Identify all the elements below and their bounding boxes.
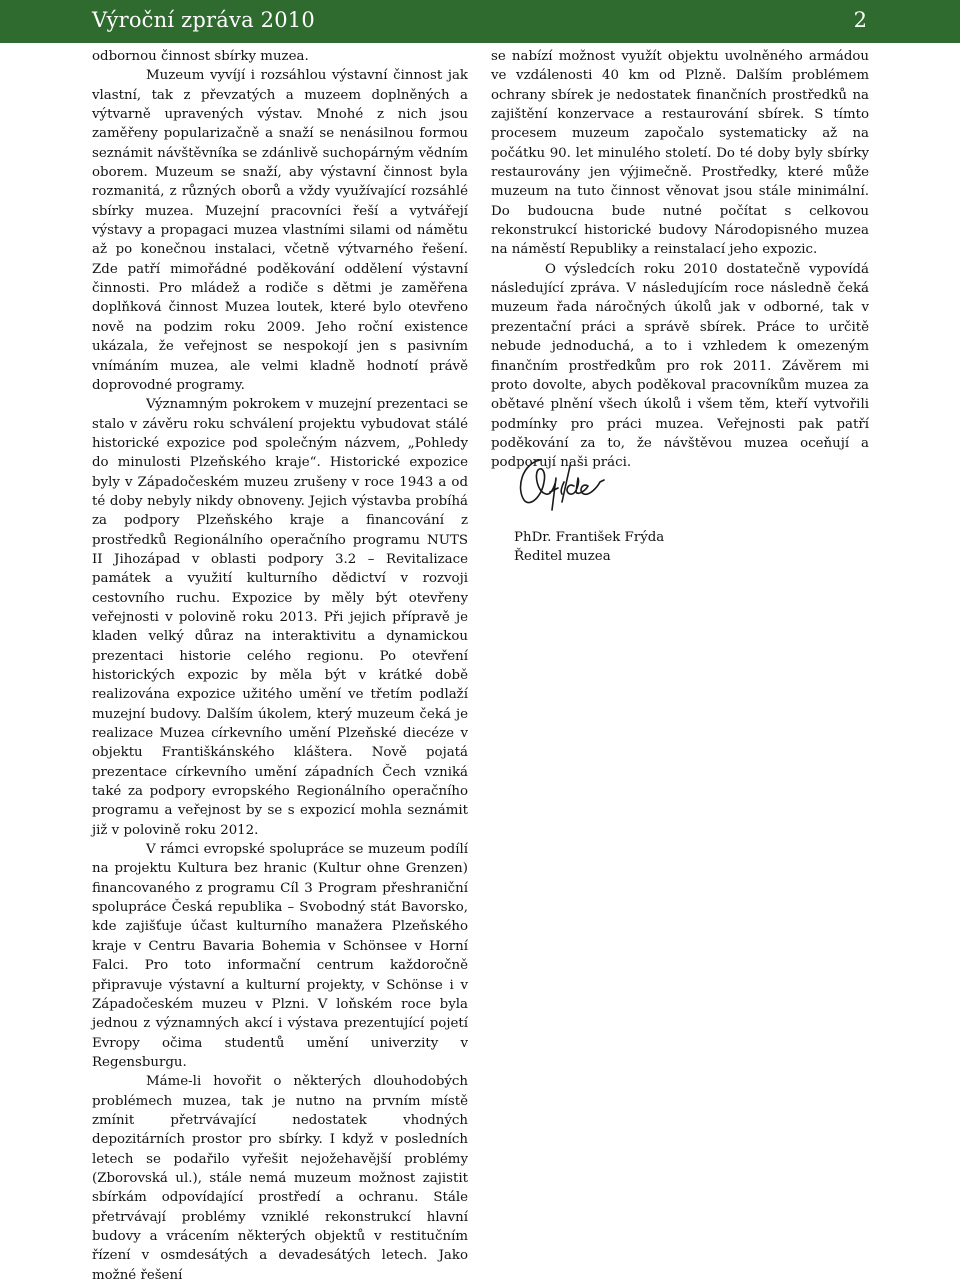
handwritten-signature xyxy=(512,452,632,522)
signer-role: Ředitel muzea xyxy=(514,549,611,565)
signer-block xyxy=(514,528,664,567)
paragraph: O výsledcích roku 2010 dostatečně vypovídá následující zpráva. V následujícím roce následně čeká muzeum řada náročných úkolů jak v odborné, tak v prezentační práci a správě sbírek. Práce to určitě nebude jednoduchá, a to i vzhledem k omezeným finančním prostředkům pro rok 2011. Závěrem mi proto dovolte, abych poděkoval pracovníkům muzea za obětavé plnění všech úkolů i všem těm, kteří vytvořili podmínky pro práci muzea. Veřejnosti pak patří poděkování za to, že návštěvou muzea oceňují a podporují naši práci. xyxy=(491,261,869,471)
right-column xyxy=(491,47,869,473)
left-column xyxy=(92,47,468,1285)
paragraph: odbornou činnost sbírky muzea. xyxy=(92,49,309,64)
signer-name: PhDr. František Frýda xyxy=(514,530,665,545)
paragraph: Významným pokrokem v muzejní prezentaci se stalo v závěru roku schválení projektu vybudovat stálé historické expozice pod společným názvem, „Pohledy do minulosti Plzeňského kraje“. Historické expozice byly v Západočeském muzeu zrušeny v roce 1943 a od té doby nebyly nikdy obnoveny. Jejich výstavba probíhá za podpory Plzeňského kraje a financování z prostředků Regionálního operačního programu NUTS II Jihozápad v oblasti podpory 3.2 – Revitalizace památek a využití kulturního dědictví v rozvoji cestovního ruchu. Expozice by měly být otevřeny veřejnosti v polovině roku 2013. Při jejich přípravě je kladen velký důraz na interaktivitu a dynamickou prezentaci historie celého regionu. Po otevření historických expozic by měla být v krátké době realizována expozice užitého umění ve třetím podlaží muzejní budovy. Dalším úkolem, který muzeum čeká je realizace Muzea církevního umění Plzeňské diecéze v objektu Františkánského kláštera. Nově pojatá prezentace církevního umění západních Čech vzniká také za podpory evropského Regionálního operačního programu a veřejnost by se s expozicí mohla seznámit již v polovině roku 2012. xyxy=(92,397,468,838)
paragraph: Muzeum vyvíjí i rozsáhlou výstavní činnost jak vlastní, tak z převzatých a muzeem doplněných a výtvarně upravených výstav. Mnohé z nich jsou zaměřeny popularizačně a snaží se nenásilnou formou seznámit návštěvníka se zdánlivě suchopárným vědním oborem. Muzeum se snaží, aby výstavní činnost byla rozmanitá, z různých oborů a vždy využívající rozsáhlé sbírky muzea. Muzejní pracovníci řeší a vytvářejí výstavy a propagaci muzea vlastními silami od námětu až po konečnou instalaci, včetně výtvarného řešení. Zde patří mimořádné poděkování oddělení výstavní činnosti. Pro mládež a rodiče s dětmi je zaměřena doplňková činnost Muzea loutek, které bylo otevřeno nově na podzim roku 2009. Jeho roční existence ukázala, že veřejnost se nespokojí jen s pasivním vnímáním muzea, ale velmi kladně hodnotí právě doprovodné programy. xyxy=(92,68,468,393)
report-title: Výroční zpráva 2010 xyxy=(92,8,315,32)
paragraph: Máme-li hovořit o některých dlouhodobých problémech muzea, tak je nutno na prvním místě zmínit přetrvávající nedostatek vhodných depozitárních prostor pro sbírky. I když v posledních letech se podařilo vyřešit nejožehavější problémy (Zborovská ul.), stále nemá muzeum možnost zajistit sbírkám odpovídající prostředí a ochranu. Stále přetrvávají problémy vzniklé rekonstrukcí hlavní budovy a vrácením některých objektů v restitučním řízení v osmdesátých a devadesátých letech. Jako možné řešení xyxy=(92,1074,468,1283)
page-header xyxy=(0,0,960,43)
page-number: 2 xyxy=(853,8,867,32)
paragraph: V rámci evropské spolupráce se muzeum podílí na projektu Kultura bez hranic (Kultur ohne Grenzen) financovaného z programu Cíl 3 Program přeshraniční spolupráce Česká republika – Svobodný stát Bavorsko, kde zajišťuje účast kulturního manažera Plzeňského kraje v Centru Bavaria Bohemia v Schönsee v Horní Falci. Pro toto informační centrum každoročně připravuje výstavní a kulturní projekty, v Schönse i v Západočeském muzeu v Plzni. V loňském roce byla jednou z významných akcí i výstava prezentující pojetí Evropy očima studentů umění univerzity v Regensburgu. xyxy=(92,842,468,1070)
paragraph: se nabízí možnost využít objektu uvolněného armádou ve vzdálenosti 40 km od Plzně. Dalším problémem ochrany sbírek je nedostatek finančních prostředků na zajištění konzervace a restaurování sbírek. S tímto procesem muzeum započalo systematicky až na počátku 90. let minulého století. Do té doby byly sbírky restaurovány jen výjimečně. Prostředky, které může muzeum na tuto činnost věnovat jsou stále minimální. Do budoucna bude nutné počítat s celkovou rekonstrukcí historické budovy Národopisného muzea na náměstí Republiky a reinstalací jeho expozic. xyxy=(491,49,869,258)
